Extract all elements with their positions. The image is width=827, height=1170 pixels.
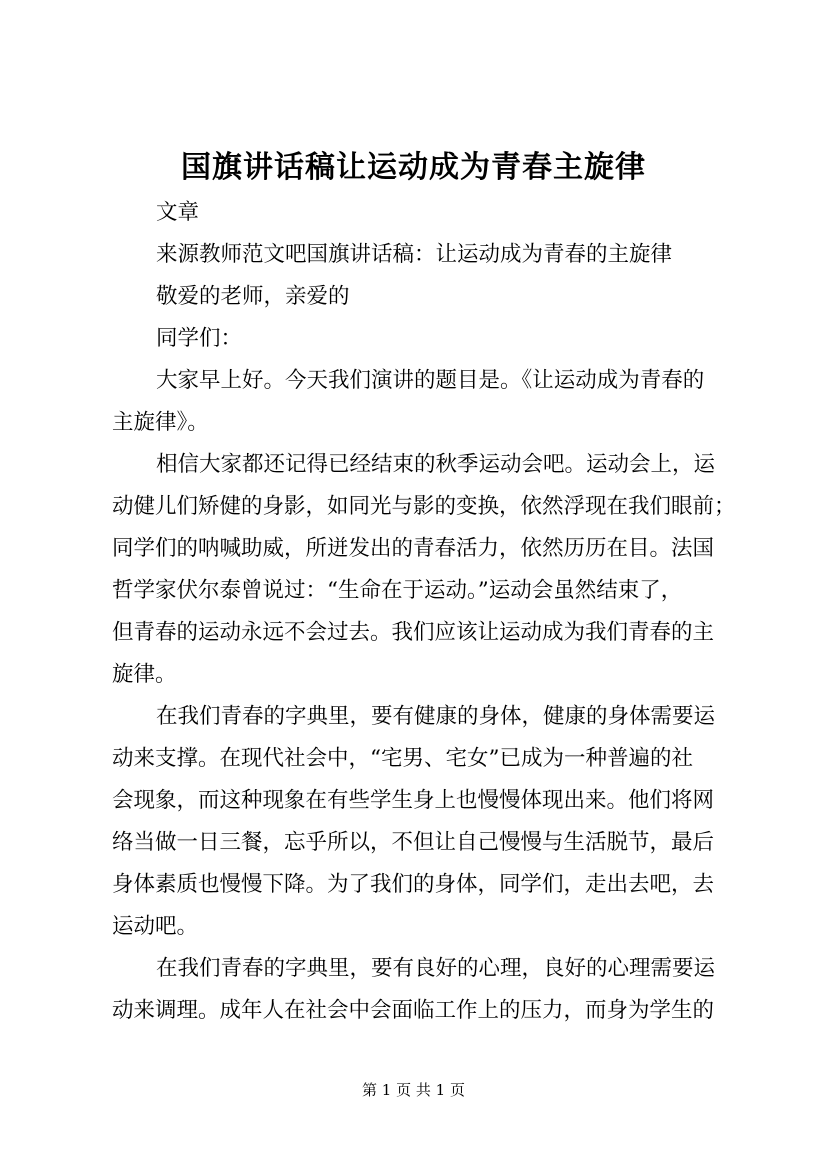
body-line: 大家早上好。今天我们演讲的题目是。《让运动成为青春的: [156, 368, 705, 393]
body-line: 来源教师范文吧国旗讲话稿：让运动成为青春的主旋律: [156, 242, 673, 267]
body-line: 会现象，而这种现象在有些学生身上也慢慢体现出来。他们将网: [112, 788, 715, 813]
body-line: 敬爱的老师，亲爱的: [156, 284, 350, 309]
body-line: 同学们的呐喊助威，所迸发出的青春活力，依然历历在目。法国: [112, 536, 715, 561]
body-line: 旋律。: [112, 662, 177, 687]
body-line: 络当做一日三餐，忘乎所以，不但让自己慢慢与生活脱节，最后: [112, 830, 715, 855]
document-body: [112, 192, 738, 1032]
body-line: 动来支撑。在现代社会中，“宅男、宅女”已成为一种普遍的社: [112, 746, 693, 771]
document-title: 国旗讲话稿让运动成为青春主旋律: [181, 150, 646, 185]
body-line: 相信大家都还记得已经结束的秋季运动会吧。运动会上，运: [156, 452, 716, 477]
body-line: 文章: [156, 200, 200, 225]
body-line: 主旋律》。: [112, 410, 209, 435]
body-line: 但青春的运动永远不会过去。我们应该让运动成为我们青春的主: [112, 620, 715, 645]
body-line: 身体素质也慢慢下降。为了我们的身体，同学们，走出去吧，去: [112, 872, 715, 897]
body-line: 在我们青春的字典里，要有健康的身体，健康的身体需要运: [156, 704, 716, 729]
page-footer: 第 1 页 共 1 页: [362, 1081, 465, 1099]
body-line: 在我们青春的字典里，要有良好的心理，良好的心理需要运: [156, 956, 716, 981]
body-line: 运动吧。: [112, 914, 199, 939]
body-line: 同学们：: [156, 326, 243, 351]
body-line: 动健儿们矫健的身影，如同光与影的变换，依然浮现在我们眼前；: [112, 494, 736, 519]
body-line: 动来调理。成年人在社会中会面临工作上的压力，而身为学生的: [112, 998, 715, 1023]
body-line: 哲学家伏尔泰曾说过：“生命在于运动。”运动会虽然结束了，: [112, 578, 683, 603]
